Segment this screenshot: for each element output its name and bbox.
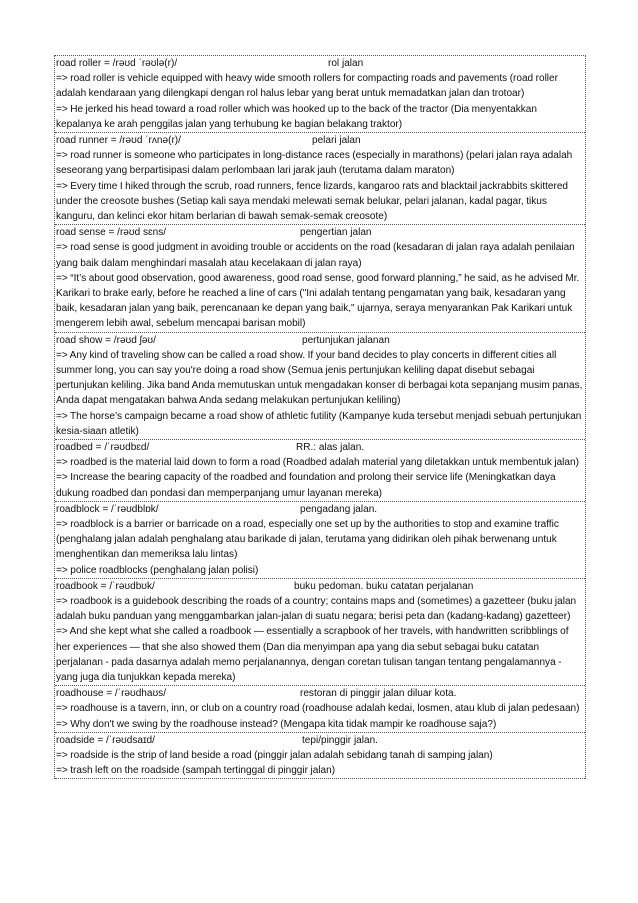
definition: => roadhouse is a tavern, inn, or club on a country road (roadhouse adalah kedai, losmen, atau klub di jalan pedesaan) <box>56 703 580 715</box>
entry-road-roller <box>55 56 585 133</box>
headword: road show = /rəʊd ʃəʊ/ <box>56 334 156 346</box>
entry-header <box>55 333 585 348</box>
entry-roadbed <box>55 440 585 502</box>
headword: roadside = /ˈrəʊdsaɪd/ <box>56 734 155 746</box>
definition: => road sense is good judgment in avoiding trouble or accidents on the road (kesadaran di jalan raya adalah penilaian yang baik dalam menghindari masalah atau kecelakaan di jalan raya) <box>56 242 575 269</box>
entry-roadhouse <box>55 686 585 733</box>
meaning: pertunjukan jalanan <box>302 334 390 346</box>
definition: => Any kind of traveling show can be called a road show. If your band decides to play concerts in different cities all summer long, you can say you're doing a road show (Semua jenis pertunjukan keliling dapat disebut sebagai pertunjukan keliling. Jika band Anda memutuskan untuk mengadakan konser di berbagai kota sepanjang musim panas, Anda dapat mengatakan bahwa Anda sedang melakukan pertunjukan keliling) <box>56 349 583 407</box>
meaning: restoran di pinggir jalan diluar kota. <box>300 688 457 700</box>
example: => Increase the bearing capacity of the roadbed and foundation and prolong their service life (Meningkatkan daya dukung roadbed dan pondasi dan memperpanjang umur layanan mereka) <box>56 472 556 499</box>
entry-header <box>55 225 585 240</box>
headword: road sense = /rəʊd sɛns/ <box>56 227 167 239</box>
entry-header <box>55 733 585 748</box>
example: => Why don't we swing by the roadhouse instead? (Mengapa kita tidak mampir ke roadhouse saja?) <box>56 718 497 730</box>
example: => The horse’s campaign became a road show of athletic futility (Kampanye kuda tersebut menjadi sebuah pertunjukan kesia-siaan atletik) <box>56 410 582 437</box>
meaning: tepi/pinggir jalan. <box>302 734 378 746</box>
entry-roadbook <box>55 579 585 686</box>
entry-road-show <box>55 333 585 440</box>
example: => police roadblocks (penghalang jalan polisi) <box>56 564 259 576</box>
headword: roadbook = /ˈrəʊdbʊk/ <box>56 580 155 592</box>
meaning: rol jalan <box>328 58 364 69</box>
definition: => road roller is vehicle equipped with heavy wide smooth rollers for compacting roads and pavements (road roller adalah kendaraan yang dilengkapi dengan rol halus lebar yang berat untuk memadatkan jalan dan trotoar) <box>56 73 558 100</box>
definition: => roadblock is a barrier or barricade on a road, especially one set up by the authorities to stop and examine traffic (penghalang jalan adalah penghalang atau barikade di jalan, terutama yang didirikan oleh pihak berwenang untuk menghentikan dan memeriksa lalu lintas) <box>56 519 559 561</box>
meaning: pengadang jalan. <box>300 503 378 515</box>
headword: roadbed = /ˈrəʊdbɛd/ <box>56 442 150 454</box>
headword: roadblock = /ˈrəʊdblɒk/ <box>56 503 159 515</box>
example: => And she kept what she called a roadbook — essentially a scrapbook of her travels, with handwritten scribblings of her experiences — that she also showed them (Dan dia menyimpan apa yang dia sebut sebagai buku catatan perjalanan - pada dasarnya adalah memo perjalanannya, dengan coretan tulisan tangan tentang pengalamannya - yang juga dia tunjukkan kepada mereka) <box>56 626 569 684</box>
headword: road runner = /rəʊd ˈrʌnə(r)/ <box>56 135 181 146</box>
entry-roadblock <box>55 502 585 579</box>
example: => “It’s about good observation, good awareness, good road sense, good forward planning,” he said, as he advised Mr. Karikari to brake early, before he reached a line of cars ("Ini adalah tentang pengamatan yang baik, kesadaran yang baik, kesadaran jalan yang baik, perencanaan ke depan yang baik," ujarnya, seraya menyarankan Pak Karikari untuk mengerem lebih awal, sebelum mencapai barisan mobil) <box>56 272 580 330</box>
example: => trash left on the roadside (sampah tertinggal di pinggir jalan) <box>56 765 336 777</box>
headword: roadhouse = /ˈrəʊdhaʊs/ <box>56 688 167 700</box>
meaning: RR.: alas jalan. <box>296 442 365 454</box>
example: => Every time I hiked through the scrub, road runners, fence lizards, kangaroo rats and blacktail jackrabbits skittered under the creosote bushes (Setiap kali saya mendaki melewati semak belukar, pelari jalanan, kadal pagar, tikus kanguru, dan kelinci ekor hitam berlarian di bawah semak-semak creosote) <box>56 180 569 222</box>
entry-road-sense <box>55 225 585 332</box>
meaning: pelari jalan <box>312 135 361 146</box>
entry-header <box>55 686 585 701</box>
entry-roadside <box>55 733 585 780</box>
headword: road roller = /rəʊd ˈrəʊlə(r)/ <box>56 58 178 69</box>
entry-header <box>55 56 585 71</box>
example: => He jerked his head toward a road roller which was hooked up to the back of the tractor (Dia menyentakkan kepalanya ke arah penggilas jalan yang terhubung ke bagian belakang traktor) <box>56 103 537 130</box>
definition: => roadbook is a guidebook describing the roads of a country; contains maps and (sometimes) a gazetteer (buku jalan adalah buku panduan yang menggambarkan jalan-jalan di suatu negara; berisi peta dan (kadang-kadang) gazetteer) <box>56 596 577 623</box>
definition: => road runner is someone who participates in long-distance races (especially in marathons) (pelari jalan raya adalah seseorang yang berpartisipasi dalam perlombaan lari jarak jauh (terutama dalam maraton) <box>56 150 573 177</box>
entry-header <box>55 579 585 594</box>
definition: => roadside is the strip of land beside a road (pinggir jalan adalah sebidang tanah di samping jalan) <box>56 750 493 761</box>
dictionary-page <box>54 55 586 779</box>
entry-header <box>55 133 585 148</box>
entry-road-runner <box>55 133 585 225</box>
definition: => roadbed is the material laid down to form a road (Roadbed adalah material yang diletakkan untuk membentuk jalan) <box>56 457 579 469</box>
meaning: buku pedoman. buku catatan perjalanan <box>294 580 474 592</box>
entry-header <box>55 502 585 517</box>
entry-header <box>55 440 585 455</box>
meaning: pengertian jalan <box>300 227 372 239</box>
